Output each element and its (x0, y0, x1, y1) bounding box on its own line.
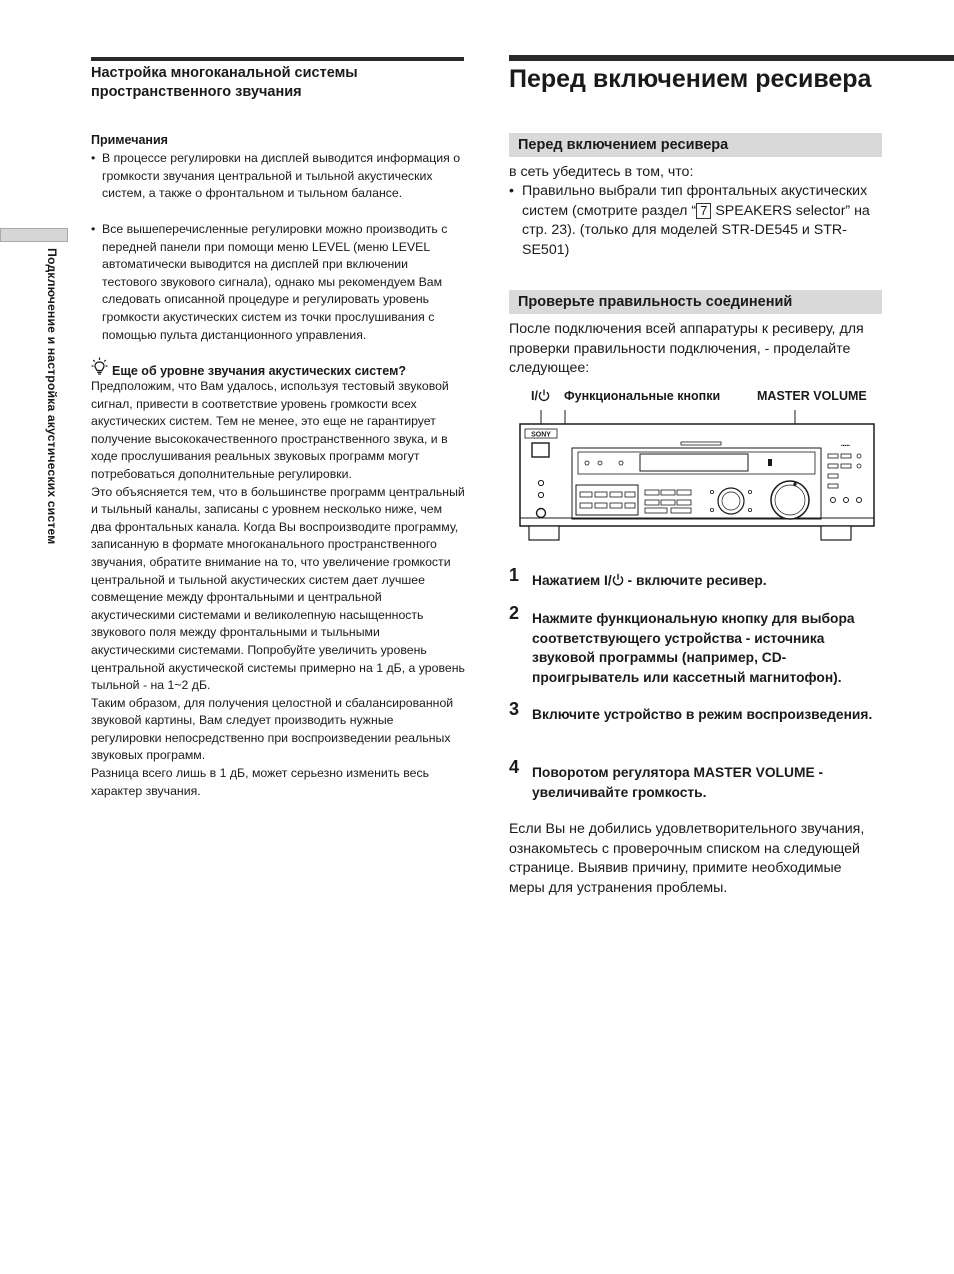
ref-number-box: 7 (696, 203, 711, 219)
figure-label-power: I/ (531, 389, 550, 405)
power-button (532, 443, 549, 457)
side-tab-label: Подключение и настройка акустических систем (45, 248, 59, 545)
hint-heading: Еще об уровне звучания акустических систем? (91, 357, 463, 378)
section-heading-check-connections: Проверьте правильность соединений (509, 290, 882, 314)
power-icon (612, 573, 624, 593)
section1-bullet: • Правильно выбрали тип фронтальных акустических систем (смотрите раздел “ 7 SPEAKERS selector” на стр. 23). (только для моделей STR-DE545 и STR-SE501) (509, 183, 870, 258)
section2-intro: После подключения всей аппаратуры к ресиверу, для проверки правильности подключения, - проделайте следующее: (509, 321, 864, 376)
brand-logo: SONY (531, 431, 551, 439)
section-heading-before-power: Перед включением ресивера (509, 133, 882, 157)
notes-heading: Примечания (91, 133, 168, 147)
right-header-rule (509, 55, 954, 61)
power-icon (538, 389, 550, 405)
left-header-rule (91, 57, 464, 61)
svg-text:▪▪▪▪▪: ▪▪▪▪▪ (841, 443, 850, 449)
page-title: Перед включением ресивера (509, 65, 872, 93)
section1-intro: в сеть убедитесь в том, что: (509, 164, 694, 180)
side-tab-marker (0, 228, 68, 242)
figure-label-master-volume: MASTER VOLUME (757, 389, 867, 403)
receiver-illustration (515, 404, 880, 549)
note-item: • В процессе регулировки на дисплей выводится информация о громкости звучания центральной и тыльной акустических систем, а также о фронтальном и тыльном балансе. (91, 151, 461, 201)
lightbulb-icon (91, 357, 108, 378)
section-title-surround: Настройка многоканальной системы пространственного звучания (91, 65, 358, 100)
figure-label-function-buttons: Функциональные кнопки (564, 389, 721, 403)
note-item: • Все вышеперечисленные регулировки можно производить с передней панели при помощи меню LEVEL (меню LEVEL автоматически выводится на дисплей при включении тестового звукового сигнала), однако мы рекомендуем Вам следовать описанной процедуре и регулировать уровень громкости акустических систем из точки прослушивания с помощью пульта дистанционного управления. (91, 222, 448, 342)
closing-paragraph: Если Вы не добились удовлетворительного звучания, ознакомьтесь с проверочным списком на следующей странице. Выявив причину, примите необходимые меры для устранения проблемы. (509, 821, 865, 896)
hint-body: Предположим, что Вам удалось, используя тестовый звуковой сигнал, привести в соответствие уровень громкости всех акустических систем. Тем не менее, это еще не гарантирует получение высококачественного пространственного звука, и в ходе прослушивания реальных звуковых программ могут потребоваться дополнительные регулировки. Это объясняется тем, что в большинстве программ центральный и тыльный каналы, записаны с уровнем несколько ниже, чем два фронтальных канала. Когда Вы воспроизводите программу, записанную в формате многоканального пространственного звучания, обратите внимание на то, что увеличение громкости центральной и тыльной акустических систем дает лучшее совмещение между фронтальными и центральной акустическими системами и великолепную насыщенность звукового поля между фронтальными и тыльными акустическими системами. Попробуйте увеличить уровень центральной акустической системы примерно на 1 дБ, а уровень тыльной - на 1~2 дБ. Таким образом, для получения целостной и сбалансированной звуковой картины, Вам следует производить нужные регулировки непосредственно при воспроизведении реальных звуковых программ. Разница всего лишь в 1 дБ, может серьезно изменить весь характер звучания. (91, 379, 465, 798)
master-volume-knob (771, 481, 809, 519)
